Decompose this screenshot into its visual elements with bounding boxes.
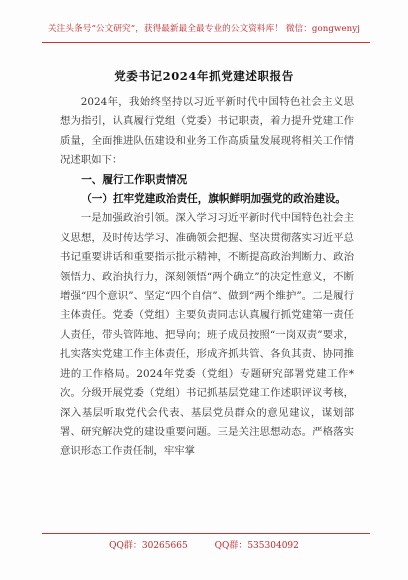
header-divider [42, 42, 370, 43]
section-heading: 一、履行工作职责情况 [81, 173, 188, 186]
footer-qq-group-1: QQ群：30265665 [109, 541, 188, 551]
subsection-heading: （一）扛牢党建政治责任，旗帜鲜明加强党的政治建设。 [81, 193, 347, 206]
footer [0, 538, 408, 551]
footer-qq-group-2: QQ群：535304092 [214, 541, 299, 551]
header-banner: 关注头条号“公文研究”，获得最新最全最专业的公文资料库！ 微信：gongwenyj [47, 24, 361, 34]
document-body [60, 93, 354, 462]
footer-divider [42, 533, 370, 534]
document-title: 党委书记2024年抓党建述职报告 [114, 69, 294, 83]
intro-paragraph: 2024年，我始终坚持以习近平新时代中国特色社会主义思想为指引，认真履行党组（党委）书记职责，着力提升党建工作质量，全面推进队伍建设和业务工作高质量发展现将相关工作情况述职如下： [60, 96, 354, 167]
body-paragraph: 一是加强政治引领。深入学习习近平新时代中国特色社会主义思想，及时传达学习、准确领会把握、坚决贯彻落实习近平总书记重要讲话和重要指示批示精神，不断提高政治判断力、政治领悟力、政治执行力，深刻领悟“两个确立”的决定性意义，不断增强“四个意识”、坚定“四个自信”、做到“两个维护”。二是履行主体责任。党委（党组）主要负责同志认真履行抓党建第一责任人责任，带头管阵地、把导向；班子成员按照“一岗双责”要求，扎实落实党建工作主体责任，形成齐抓共管、各负其责、协同推进的工作格局。2024年党委（党组）专题研究部署党建工作*次。分级开展党委（党组）书记抓基层党建工作述职评议考核，深入基层听取党代会代表、基层党员群众的意见建议，谋划部署、研究解决党的建设重要问题。三是关注思想动态。严格落实意识形态工作责任制，牢牢掌 [60, 212, 354, 458]
